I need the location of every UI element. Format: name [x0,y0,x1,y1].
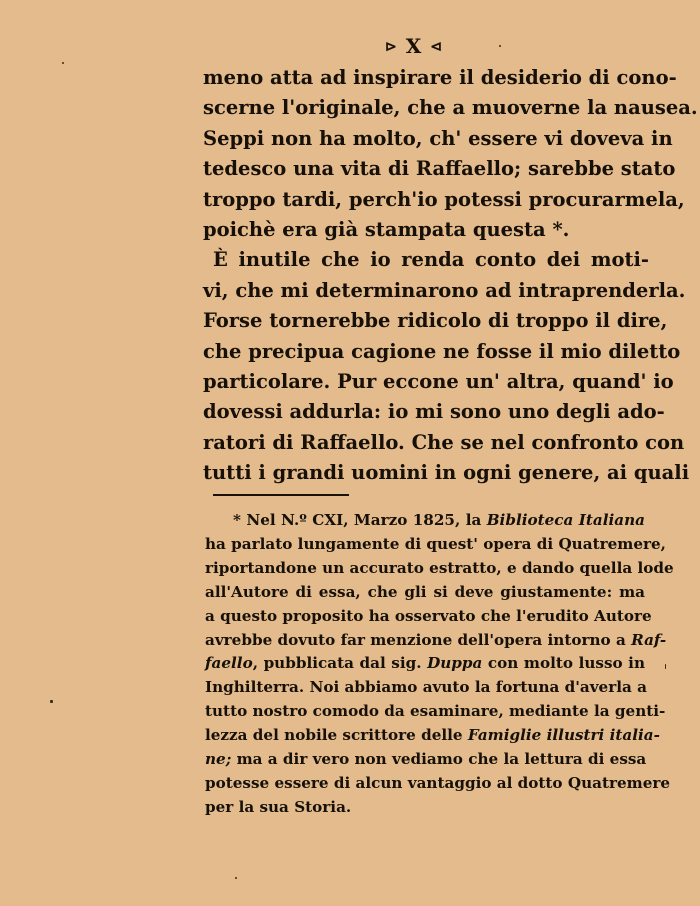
footnote-text: con molto lusso in [482,654,645,673]
body-line: vi, che mi determinarono ad intraprenderla. [203,278,686,302]
folio [257,34,443,58]
body-line: che precipua cagione ne fosse il mio diletto [203,339,681,363]
footnote-text: * Nel N.º CXI, Marzo 1825, la [233,511,487,529]
paper-speck [62,62,64,64]
body-line: Forse tornerebbe ridicolo di troppo il dire, [203,309,668,333]
footnote-line: per la sua Storia. [205,797,352,816]
footnote-line [205,748,645,772]
left-ornament-icon: ⊳ [385,39,398,55]
paper-speck [235,877,237,879]
footnote-italic: Famiglie illustri italia- [467,726,660,745]
footnote-text: , pubblicata dal sig. [252,654,428,673]
footnote-line [205,652,645,676]
page-header [0,34,700,58]
footnote-italic: Biblioteca Italiana [486,511,646,529]
footnote-line [205,629,667,653]
footnote-line: ha parlato lungamente di quest' opera di Quatremere, [205,534,666,553]
footnote-divider [213,494,349,496]
page-number: X [405,34,423,58]
body-text [203,63,698,489]
body-line: È inutile che io renda conto dei moti- [213,248,649,272]
footnote [205,509,674,820]
paper-speck [665,664,666,669]
body-line: poichè era già stampata questa *. [203,218,570,242]
footnote-text: avrebbe dovuto far menzione dell'opera intorno a [205,630,632,649]
paper-speck [499,45,501,47]
body-line: scerne l'originale, che a muoverne la nausea. [203,96,698,120]
footnote-line: Inghilterra. Noi abbiamo avuto la fortuna d'averla a [205,678,647,697]
footnote-italic: Duppa [427,654,483,673]
footnote-line: a questo proposito ha osservato che l'erudito Autore [205,606,652,625]
footnote-italic: Raf- [631,630,667,649]
paper-speck [50,700,53,703]
right-ornament-icon: ⊲ [430,39,443,55]
footnote-line: potesse essere di alcun vantaggio al dotto Quatremere [205,773,671,792]
body-line: meno atta ad inspirare il desiderio di cono- [203,66,677,89]
body-line: Seppi non ha molto, ch' essere vi doveva in [203,126,673,150]
footnote-line: riportandone un accurato estratto, e dando quella lode [205,558,674,577]
body-line: tedesco una vita di Raffaello; sarebbe stato [203,157,676,181]
footnote-line: tutto nostro comodo da esaminare, mediante la genti- [205,702,666,721]
footnote-line: all'Autore di essa, che gli si deve giustamente: ma [205,582,645,601]
body-line: troppo tardi, perch'io potessi procurarmela, [203,187,685,211]
footnote-italic: ne; [205,750,232,769]
footnote-italic: faello [205,654,253,673]
footnote-line [205,724,660,748]
body-line: tutti i grandi uomini in ogni genere, ai quali [203,461,690,485]
body-line: ratori di Raffaello. Che se nel confronto con [203,430,685,454]
body-line: dovessi addurla: io mi sono uno degli ado- [203,400,665,424]
footnote-text: lezza del nobile scrittore delle [205,726,468,745]
footnote-text: ma a dir vero non vediamo che la lettura di essa [231,750,647,769]
body-line: particolare. Pur eccone un' altra, quand' io [203,370,674,394]
footnote-line [205,509,645,533]
